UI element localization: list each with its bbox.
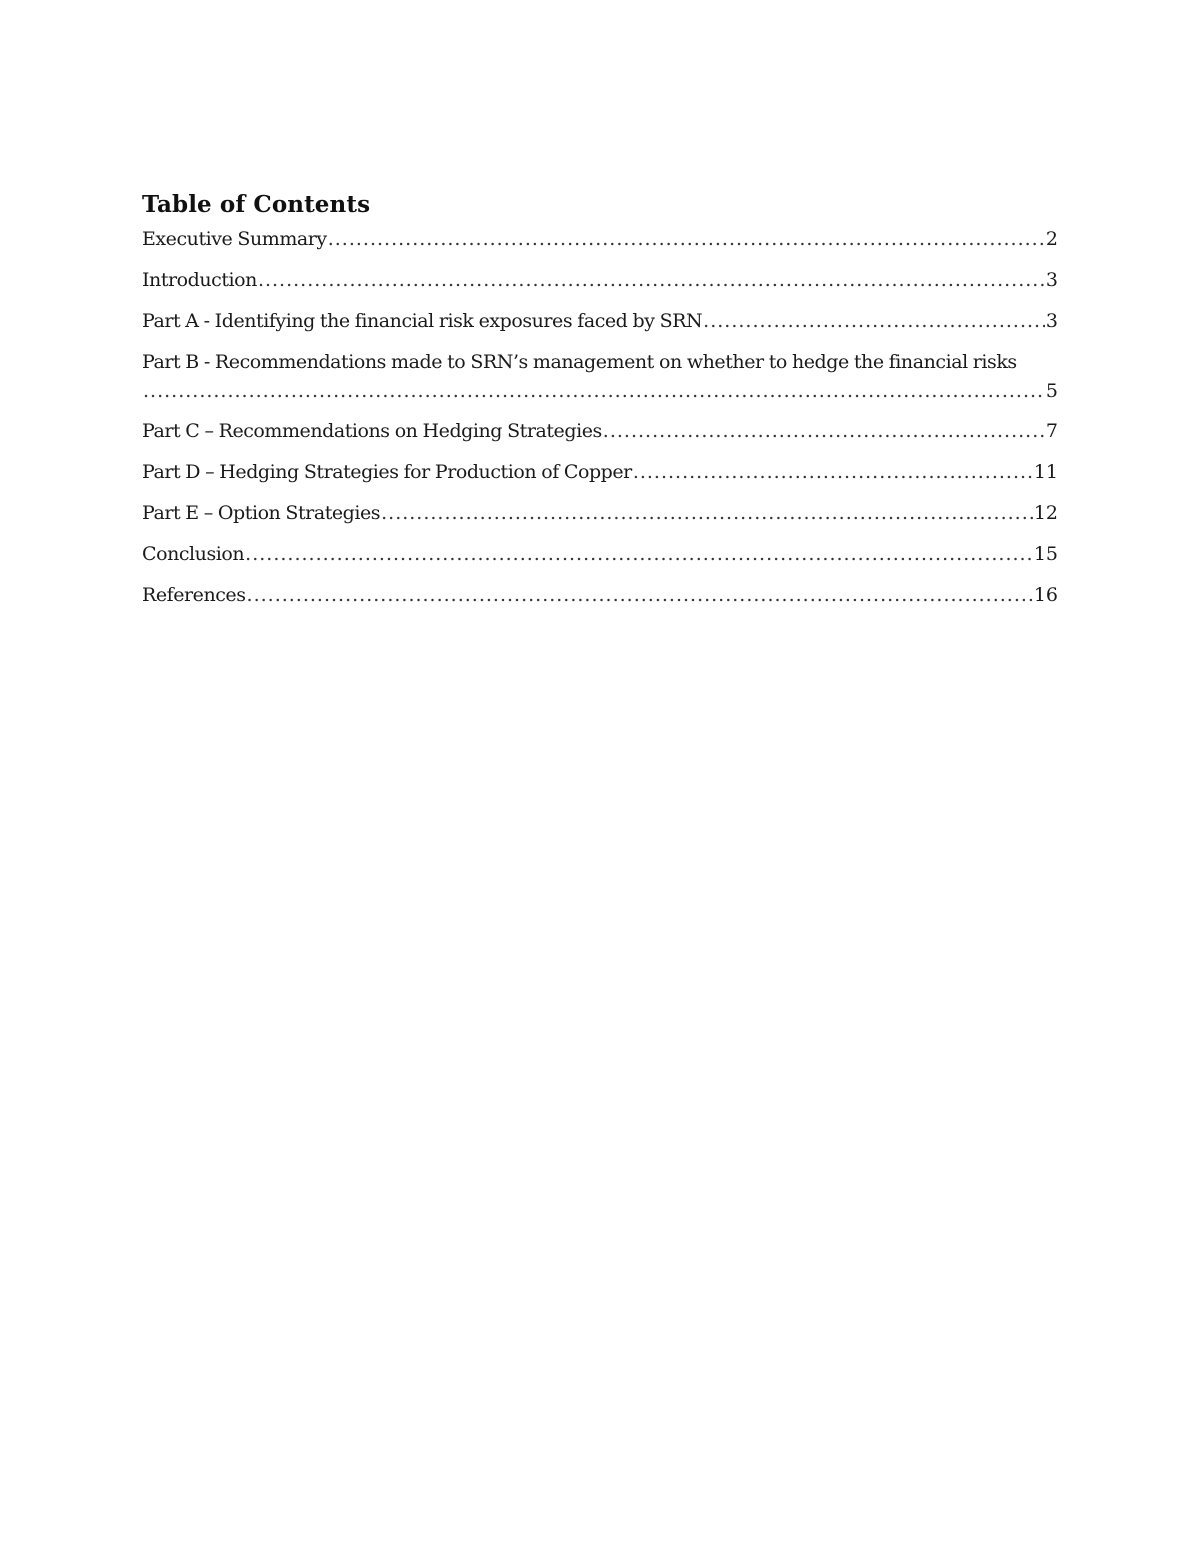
toc-page-number: 15	[1033, 543, 1058, 565]
toc-entry-continuation	[142, 377, 1058, 405]
toc-dot-leader	[258, 265, 1045, 295]
toc-dot-leader	[633, 457, 1033, 487]
toc-dot-leader	[328, 224, 1045, 254]
toc-page-number: 16	[1033, 584, 1058, 606]
toc-page-number: 3	[1045, 310, 1058, 332]
toc-dot-leader	[603, 416, 1045, 446]
toc-entry-label: Part D – Hedging Strategies for Production of Copper	[142, 461, 632, 483]
toc-dot-leader	[247, 580, 1033, 610]
toc-dot-leader	[245, 539, 1033, 569]
toc-page-number: 7	[1045, 420, 1058, 442]
toc-entry-introduction[interactable]	[142, 265, 1058, 295]
toc-dot-leader	[143, 377, 1045, 405]
toc-page-number: 12	[1033, 502, 1058, 524]
toc-entry-references[interactable]	[142, 580, 1058, 610]
toc-entry-label: Conclusion	[142, 543, 245, 565]
toc-page-number: 5	[1045, 380, 1058, 402]
toc-entry-part-b[interactable]	[142, 347, 1058, 405]
toc-section	[142, 190, 1058, 621]
toc-entry-label: Part B - Recommendations made to SRN’s management on whether to hedge the financial risks	[142, 351, 1017, 373]
toc-dot-leader	[381, 498, 1033, 528]
toc-entry-executive-summary[interactable]	[142, 224, 1058, 254]
toc-page-number: 3	[1045, 269, 1058, 291]
toc-list	[142, 224, 1058, 610]
toc-entry-part-a[interactable]	[142, 306, 1058, 336]
toc-entry-label: Part A - Identifying the financial risk exposures faced by SRN	[142, 310, 703, 332]
toc-entry-part-e[interactable]	[142, 498, 1058, 528]
toc-entry-label: Part C – Recommendations on Hedging Strategies	[142, 420, 602, 442]
toc-page-number: 11	[1033, 461, 1058, 483]
toc-entry-conclusion[interactable]	[142, 539, 1058, 569]
toc-entry-label: Introduction	[142, 269, 257, 291]
toc-entry-part-d[interactable]	[142, 457, 1058, 487]
toc-title: Table of Contents	[142, 191, 371, 218]
toc-entry-label: References	[142, 584, 246, 606]
toc-entry-label: Part E – Option Strategies	[142, 502, 381, 524]
toc-page-number: 2	[1045, 228, 1058, 250]
toc-dot-leader	[703, 306, 1045, 336]
toc-entry-label: Executive Summary	[142, 228, 327, 250]
toc-entry-part-c[interactable]	[142, 416, 1058, 446]
